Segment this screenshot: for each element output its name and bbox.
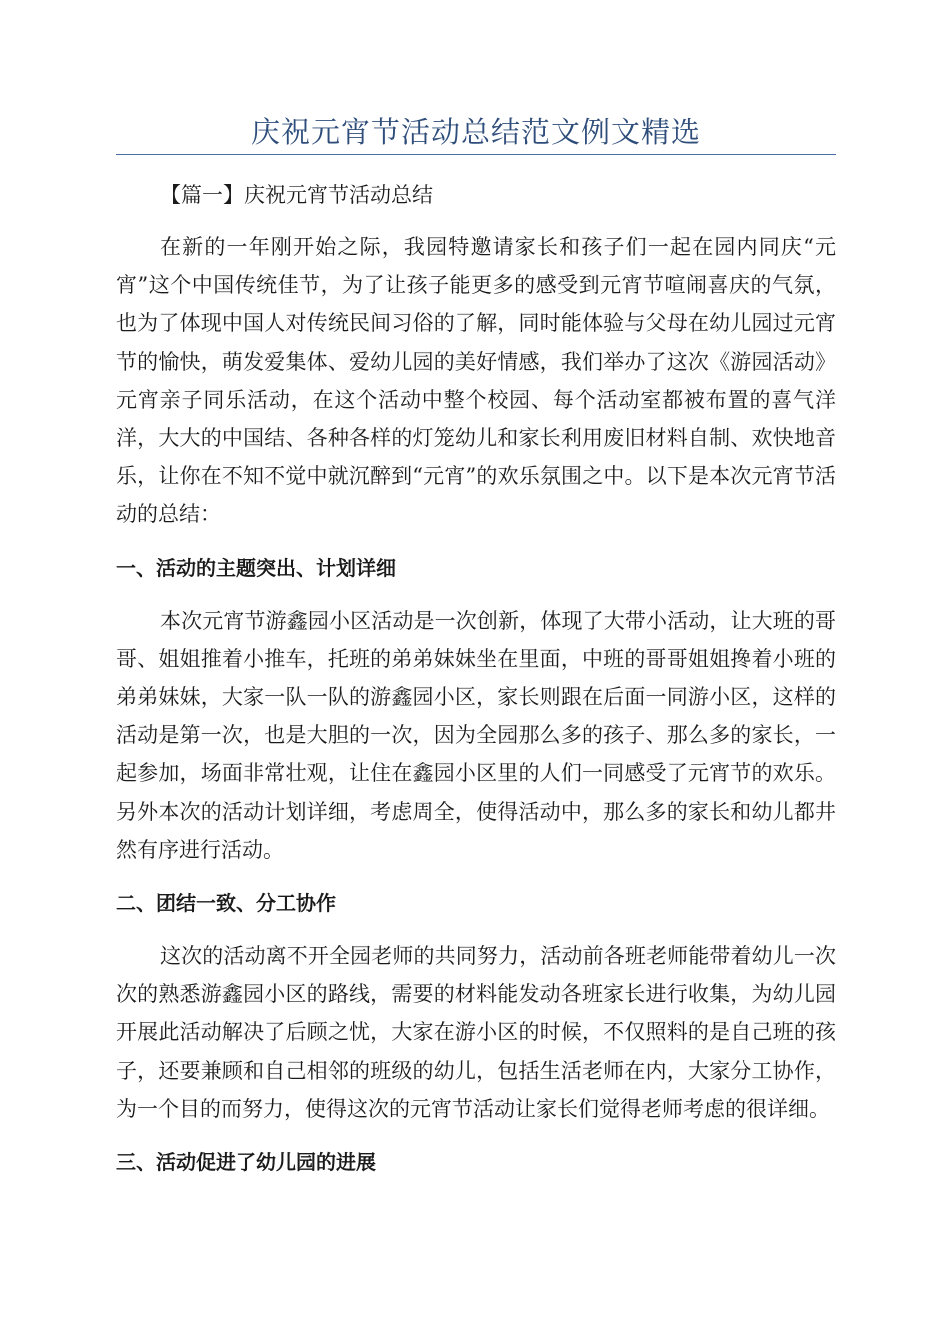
document-title: 庆祝元宵节活动总结范文例文精选 [250, 115, 701, 149]
document-body [116, 176, 836, 1177]
section-heading-1: 一、活动的主题突出、计划详细 [116, 555, 396, 580]
title-underline [116, 154, 836, 155]
section-heading-2: 二、团结一致、分工协作 [116, 891, 336, 916]
section-heading-3: 三、活动促进了幼儿园的进展 [116, 1150, 376, 1175]
intro-paragraph: 在新的一年刚开始之际，我园特邀请家长和孩子们一起在园内同庆“元宵”这个中国传统佳节，为了让孩子能更多的感受到元宵节喧闹喜庆的气氛，也为了体现中国人对传统民间习俗的了解，同时能体验与父母在幼儿园过元宵节的愉快，萌发爱集体、爱幼儿园的美好情感，我们举办了这次《游园活动》元宵亲子同乐活动，在这个活动中整个校园、每个活动室都被布置的喜气洋洋，大大的中国结、各种各样的灯笼幼儿和家长利用废旧材料自制、欢快地音乐，让你在不知不觉中就沉醉到“元宵”的欢乐氛围之中。以下是本次元宵节活动的总结： [116, 235, 836, 527]
part-heading: 【篇一】庆祝元宵节活动总结 [160, 183, 433, 207]
section-paragraph-2: 这次的活动离不开全园老师的共同努力，活动前各班老师能带着幼儿一次次的熟悉游鑫园小区的路线，需要的材料能发动各班家长进行收集，为幼儿园开展此活动解决了后顾之忧，大家在游小区的时候，不仅照料的是自己班的孩子，还要兼顾和自己相邻的班级的幼儿，包括生活老师在内，大家分工协作，为一个目的而努力，使得这次的元宵节活动让家长们觉得老师考虑的很详细。 [116, 944, 836, 1121]
section-paragraph-1: 本次元宵节游鑫园小区活动是一次创新，体现了大带小活动，让大班的哥哥、姐姐推着小推车，托班的弟弟妹妹坐在里面，中班的哥哥姐姐搀着小班的弟弟妹妹，大家一队一队的游鑫园小区，家长则跟在后面一同游小区，这样的活动是第一次，也是大胆的一次，因为全园那么多的孩子、那么多的家长，一起参加，场面非常壮观，让住在鑫园小区里的人们一同感受了元宵节的欢乐。另外本次的活动计划详细，考虑周全，使得活动中，那么多的家长和幼儿都井然有序进行活动。 [116, 608, 836, 862]
